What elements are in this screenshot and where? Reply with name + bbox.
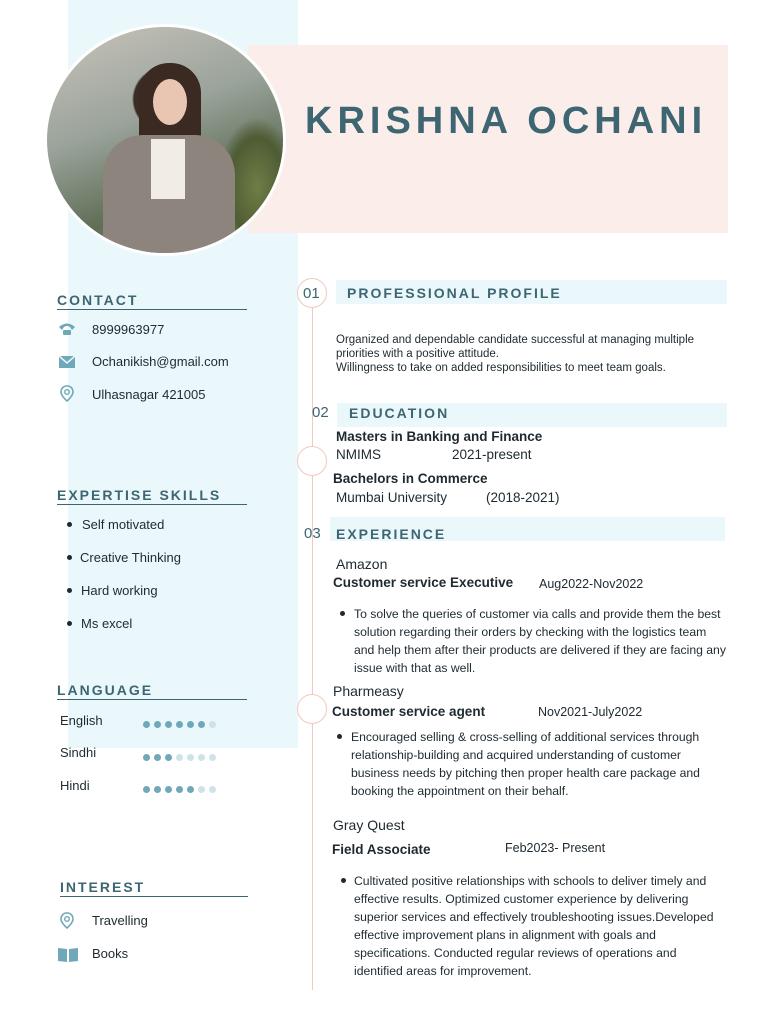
experience-company: Gray Quest bbox=[333, 817, 405, 833]
skill-bullet bbox=[67, 621, 72, 626]
section-number: 02 bbox=[312, 404, 329, 421]
language-name: Hindi bbox=[60, 778, 90, 793]
contact-title: CONTACT bbox=[57, 292, 139, 308]
interest-item: Books bbox=[92, 946, 129, 961]
experience-bullet bbox=[341, 878, 346, 883]
interest-title: INTEREST bbox=[60, 879, 146, 895]
experience-company: Amazon bbox=[336, 556, 388, 572]
language-title: LANGUAGE bbox=[57, 682, 154, 698]
language-name: English bbox=[60, 713, 103, 728]
experience-bullet bbox=[337, 734, 342, 739]
language-level-hindi bbox=[143, 780, 220, 798]
book-icon bbox=[57, 945, 77, 963]
education-title: EDUCATION bbox=[349, 405, 450, 421]
experience-role: Customer service Executive bbox=[333, 575, 514, 590]
skill-bullet bbox=[67, 522, 72, 527]
mail-icon bbox=[57, 353, 77, 371]
profile-text: Organized and dependable candidate successful at managing multiple priorities with a positive attitude. bbox=[336, 334, 695, 360]
section-number: 03 bbox=[304, 525, 321, 542]
timeline-marker bbox=[297, 694, 327, 724]
language-level-dot bbox=[143, 721, 150, 728]
contact-email[interactable]: Ochanikish@gmail.com bbox=[92, 354, 229, 369]
language-level-dot bbox=[198, 754, 205, 761]
language-level-dot bbox=[165, 754, 172, 761]
skills-divider bbox=[57, 504, 247, 505]
experience-dates: Feb2023- Present bbox=[505, 841, 606, 855]
language-level-dot bbox=[143, 754, 150, 761]
language-level-dot bbox=[154, 786, 161, 793]
education-degree: Bachelors in Commerce bbox=[333, 471, 488, 486]
language-level-dot bbox=[165, 721, 172, 728]
section-number: 01 bbox=[303, 285, 320, 302]
profile-text: Willingness to take on added responsibilities to meet team goals. bbox=[336, 362, 666, 374]
skill-item: Hard working bbox=[81, 583, 158, 598]
experience-description: Cultivated positive relationships with schools to deliver timely and effective results. Optimized customer experience by delivering superior services and effectively troubleshooting issues.Developed effective improvement plans in alignment with goals and specifications. Conducted regular reviews of operations and identified areas for improvement. bbox=[354, 874, 714, 978]
education-years: (2018-2021) bbox=[486, 490, 560, 505]
location-icon bbox=[57, 912, 77, 930]
skills-title: EXPERTISE SKILLS bbox=[57, 487, 222, 503]
experience-description: Encouraged selling & cross-selling of additional services through relationship-building and acquired understanding of customer business needs by pitching then proper health care package and booking the appointment on their behalf. bbox=[351, 730, 700, 798]
language-level-dot bbox=[176, 754, 183, 761]
experience-bullet bbox=[340, 611, 345, 616]
skill-item: Creative Thinking bbox=[80, 550, 181, 565]
contact-phone[interactable]: 8999963977 bbox=[92, 322, 165, 337]
interest-item: Travelling bbox=[92, 913, 148, 928]
experience-company: Pharmeasy bbox=[333, 683, 404, 699]
timeline-marker bbox=[297, 446, 327, 476]
location-icon bbox=[57, 385, 77, 403]
language-level-dot bbox=[209, 721, 216, 728]
education-years: 2021-present bbox=[452, 447, 532, 462]
phone-icon bbox=[57, 320, 77, 338]
experience-role: Field Associate bbox=[332, 842, 431, 857]
language-level-dot bbox=[187, 721, 194, 728]
skill-item: Self motivated bbox=[82, 517, 165, 532]
experience-dates: Aug2022-Nov2022 bbox=[539, 577, 644, 591]
photo-shirt bbox=[151, 139, 185, 199]
photo-face bbox=[153, 79, 187, 125]
language-level-dot bbox=[165, 786, 172, 793]
language-level-dot bbox=[209, 786, 216, 793]
language-level-dot bbox=[176, 786, 183, 793]
profile-photo bbox=[44, 24, 286, 256]
education-school: Mumbai University bbox=[336, 490, 448, 505]
language-level-dot bbox=[187, 786, 194, 793]
experience-dates: Nov2021-July2022 bbox=[538, 705, 643, 719]
contact-address: Ulhasnagar 421005 bbox=[92, 387, 206, 402]
language-level-dot bbox=[187, 754, 194, 761]
experience-title: EXPERIENCE bbox=[336, 526, 447, 542]
profile-title: PROFESSIONAL PROFILE bbox=[347, 285, 562, 301]
language-level-dot bbox=[154, 721, 161, 728]
experience-description: To solve the queries of customer via calls and provide them the best solution regarding their orders by checking with the logistics team and help them after their products are delivered if they are facing any issue with that as well. bbox=[354, 607, 726, 675]
language-level-dot bbox=[198, 721, 205, 728]
education-degree: Masters in Banking and Finance bbox=[336, 429, 543, 444]
language-divider bbox=[57, 699, 247, 700]
language-name: Sindhi bbox=[60, 745, 97, 760]
skill-bullet bbox=[67, 588, 72, 593]
language-level-dot bbox=[209, 754, 216, 761]
language-level-dot bbox=[154, 754, 161, 761]
language-level-dot bbox=[143, 786, 150, 793]
language-level-dot bbox=[176, 721, 183, 728]
language-level-english bbox=[143, 715, 220, 733]
language-level-sindhi bbox=[143, 748, 220, 766]
education-school: NMIMS bbox=[336, 447, 381, 462]
skill-bullet bbox=[67, 555, 72, 560]
candidate-name: KRISHNA OCHANI bbox=[305, 100, 708, 142]
skill-item: Ms excel bbox=[81, 616, 133, 631]
interest-divider bbox=[60, 896, 248, 897]
contact-divider bbox=[57, 309, 247, 310]
language-level-dot bbox=[198, 786, 205, 793]
experience-role: Customer service agent bbox=[332, 704, 486, 719]
